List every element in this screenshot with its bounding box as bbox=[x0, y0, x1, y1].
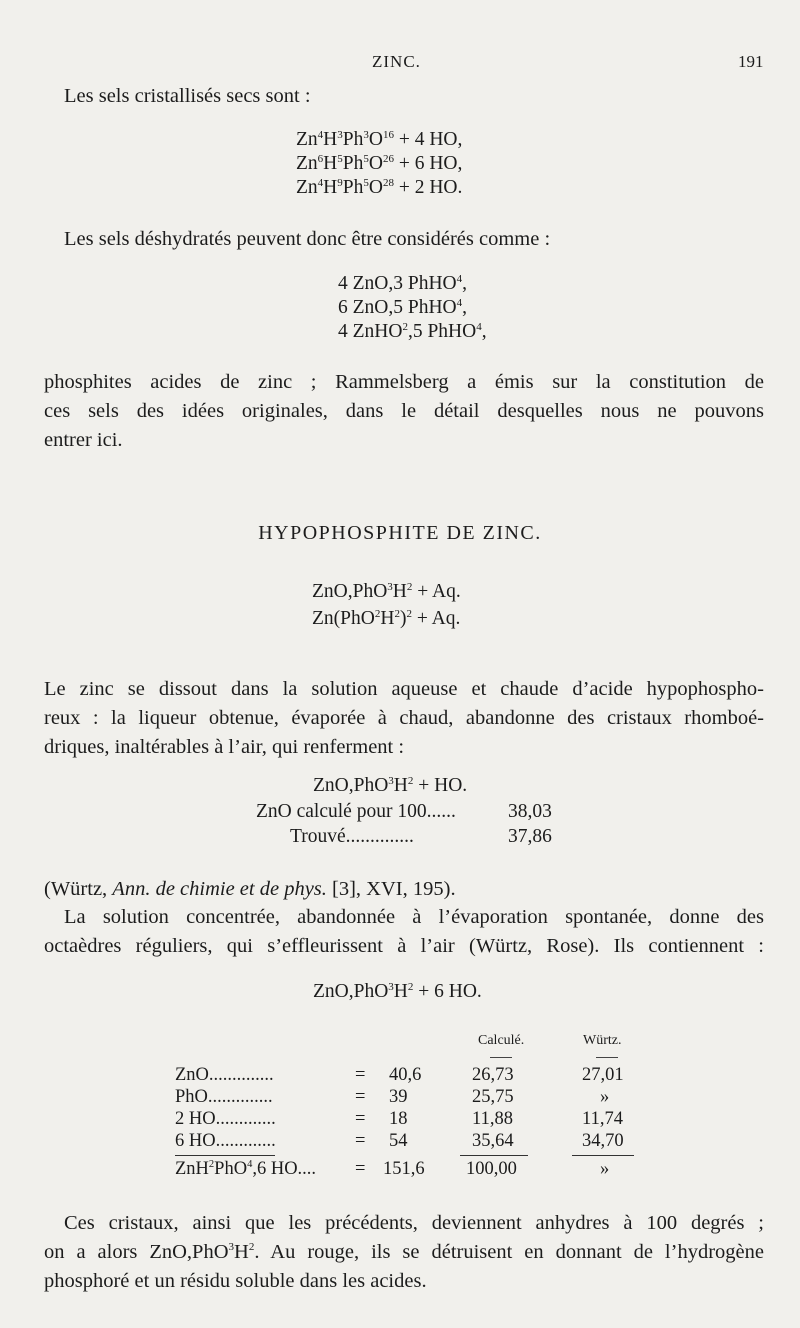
column-header-calcule: Calculé. bbox=[478, 1033, 525, 1048]
table-row-label: 2 HO............. bbox=[175, 1109, 276, 1129]
table-row-wurtz: 27,01 bbox=[582, 1065, 624, 1085]
text-line: La solution concentrée, abandonnée à l’évaporation spontanée, donne des bbox=[64, 906, 764, 928]
formula-line: $ZnO,PhO^3H^2 + Aq$. bbox=[312, 581, 461, 602]
table-row-eq: = bbox=[355, 1109, 366, 1129]
table-row-eq: = bbox=[355, 1131, 366, 1151]
table-row-wurtz: » bbox=[600, 1087, 610, 1107]
text-line: Le zinc se dissout dans la solution aqueuse et chaude d’acide hypophospho- bbox=[44, 678, 764, 700]
table-row-amount: 39 bbox=[389, 1087, 408, 1107]
text-line: driques, inaltérables à l’air, qui renferment : bbox=[44, 736, 405, 758]
paragraph-octahedra bbox=[44, 903, 764, 961]
table-row-label: ZnO.............. bbox=[175, 1065, 274, 1085]
table-total-eq: = bbox=[355, 1159, 366, 1179]
text-line: entrer ici. bbox=[44, 429, 123, 451]
hypophosphite-formulas bbox=[312, 578, 461, 632]
formula-line: $Zn^4H^9Ph^5O^{28} + 2$ HO. bbox=[296, 177, 463, 198]
analysis-row-found-label: Trouvé.............. bbox=[290, 826, 414, 847]
running-header-title: ZINC. bbox=[372, 52, 421, 71]
table-row-label: PhO.............. bbox=[175, 1087, 273, 1107]
page-number: 191 bbox=[738, 52, 764, 71]
paragraph-phosphites bbox=[44, 368, 764, 455]
table-total-calcule: 100,00 bbox=[466, 1159, 517, 1179]
header-dash bbox=[490, 1057, 512, 1058]
text-line: ces sels des idées originales, dans le détail desquelles nous ne pouvons bbox=[44, 400, 764, 422]
formula-line: $Zn^6H^5Ph^5O^{26} + 6$ HO, bbox=[296, 153, 463, 174]
sum-rule bbox=[460, 1155, 528, 1156]
table-row-calcule: 25,75 bbox=[472, 1087, 514, 1107]
table-row-eq: = bbox=[355, 1065, 366, 1085]
table-row-label: 6 HO............. bbox=[175, 1131, 276, 1151]
analysis-row-found-value: 37,86 bbox=[508, 826, 552, 847]
octahedra-formula: $ZnO,PhO^3H^2 + 6$ HO. bbox=[313, 981, 482, 1002]
table-total-label: ZnH$^2$PhO$^4$,6 HO.... bbox=[175, 1159, 317, 1179]
crystal-salts-formulas bbox=[296, 128, 462, 200]
text-line: reux : la liqueur obtenue, évaporée à chaud, abandonne des cristaux rhomboé- bbox=[44, 707, 764, 729]
formula-line: 4 ZnHO$^2$,5 PhHO$^4$, bbox=[338, 321, 487, 342]
dehydrated-salts-formulas bbox=[338, 272, 487, 344]
column-header-wurtz: Würtz. bbox=[583, 1033, 622, 1048]
analysis-row-calculated-value: 38,03 bbox=[508, 801, 552, 822]
paragraph-anhydrous bbox=[44, 1209, 764, 1296]
analysis-formula: $ZnO,PhO^3H^2$ + HO. bbox=[313, 775, 468, 796]
sum-rule bbox=[175, 1155, 275, 1156]
header-dash bbox=[596, 1057, 618, 1058]
formula-line: 4 ZnO,3 PhHO$^4$, bbox=[338, 273, 468, 294]
table-row-amount: 54 bbox=[389, 1131, 408, 1151]
intro-line: Les sels cristallisés secs sont : bbox=[64, 85, 311, 107]
table-row-calcule: 35,64 bbox=[472, 1131, 514, 1151]
table-row-wurtz: 11,74 bbox=[582, 1109, 623, 1129]
table-row-calcule: 26,73 bbox=[472, 1065, 514, 1085]
text-line: on a alors $ZnO,PhO^3H^2$. Au rouge, ils se détruisent en donnant de l’hydrogène bbox=[44, 1241, 764, 1263]
paragraph-dissolution bbox=[44, 675, 764, 762]
formula-line: $Zn(PhO^2H^2)^2 + Aq$. bbox=[312, 608, 461, 629]
analysis-row-calculated-label: ZnO calculé pour 100...... bbox=[256, 801, 456, 822]
formula-line: $Zn^4H^3Ph^3O^{16} + 4$ HO, bbox=[296, 129, 463, 150]
sum-rule bbox=[572, 1155, 634, 1156]
text-line: octaèdres réguliers, qui s’effleurissent à l’air (Würtz, Rose). Ils contiennent : bbox=[44, 935, 764, 957]
table-total-wurtz: » bbox=[600, 1159, 610, 1179]
citation: (Würtz, Ann. de chimie et de phys. [3], XVI, 195). bbox=[44, 878, 456, 900]
table-total-amount: 151,6 bbox=[383, 1159, 425, 1179]
text-line: Ces cristaux, ainsi que les précédents, deviennent anhydres à 100 degrés ; bbox=[64, 1212, 764, 1234]
table-row-amount: 18 bbox=[389, 1109, 408, 1129]
table-row-wurtz: 34,70 bbox=[582, 1131, 624, 1151]
text-line: phosphites acides de zinc ; Rammelsberg a émis sur la constitution de bbox=[44, 371, 764, 393]
table-row-amount: 40,6 bbox=[389, 1065, 422, 1085]
dehydrated-intro-line: Les sels déshydratés peuvent donc être considérés comme : bbox=[64, 228, 551, 250]
formula-line: 6 ZnO,5 PhHO$^4$, bbox=[338, 297, 468, 318]
text-line: phosphoré et un résidu soluble dans les acides. bbox=[44, 1270, 427, 1292]
journal-title: Ann. de chimie et de phys. bbox=[112, 878, 327, 900]
section-heading: HYPOPHOSPHITE DE ZINC. bbox=[258, 522, 542, 544]
table-row-calcule: 11,88 bbox=[472, 1109, 513, 1129]
table-row-eq: = bbox=[355, 1087, 366, 1107]
